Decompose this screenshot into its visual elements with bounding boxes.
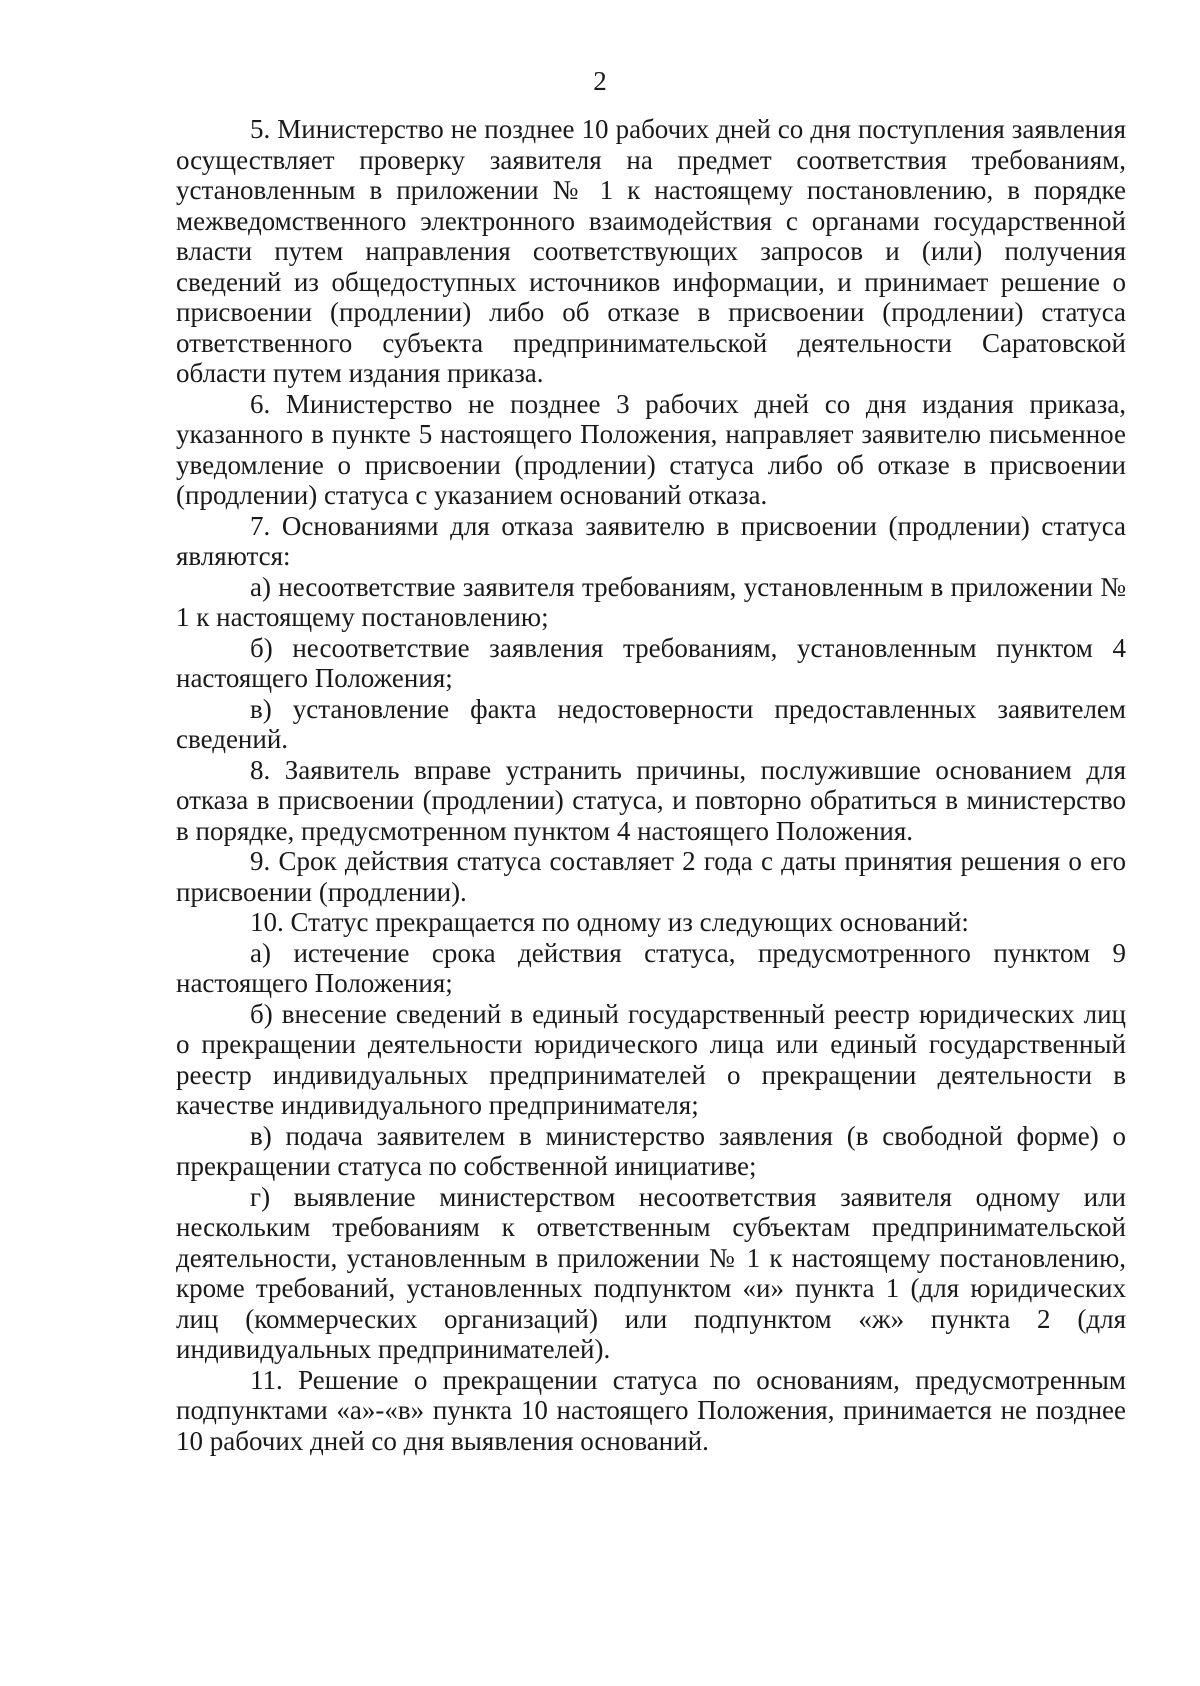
paragraph-7-v: в) установление факта недостоверности предоставленных заявителем сведений. <box>176 693 1126 754</box>
paragraph-8: 8. Заявитель вправе устранить причины, послужившие основанием для отказа в присвоении (продлении) статуса, и повторно обратиться в министерство в порядке, предусмотренном пунктом 4 настоящего Положения. <box>176 754 1126 846</box>
paragraph-9: 9. Срок действия статуса составляет 2 года с даты принятия решения о его присвоении (продлении). <box>176 846 1126 907</box>
paragraph-7: 7. Основаниями для отказа заявителю в присвоении (продлении) статуса являются: <box>176 510 1126 571</box>
paragraph-10-v: в) подача заявителем в министерство заявления (в свободной форме) о прекращении статуса по собственной инициативе; <box>176 1120 1126 1181</box>
paragraph-7-b: б) несоответствие заявления требованиям, установленным пунктом 4 настоящего Положения; <box>176 632 1126 693</box>
paragraph-10-g: г) выявление министерством несоответствия заявителя одному или нескольким требованиям к ответственным субъектам предпринимательской деятельности, установленным в приложении № 1 к настоящему постановлению, кроме требований, установленных подпунктом «и» пункта 1 (для юридических лиц (коммерческих организаций) или подпунктом «ж» пункта 2 (для индивидуальных предпринимателей). <box>176 1181 1126 1364</box>
paragraph-10: 10. Статус прекращается по одному из следующих оснований: <box>250 907 969 937</box>
paragraph-10-b: б) внесение сведений в единый государственный реестр юридических лиц о прекращении деятельности юридического лица или единый государственный реестр индивидуальных предпринимателей о прекращении деятельности в качестве индивидуального предпринимателя; <box>176 998 1126 1120</box>
paragraph-11: 11. Решение о прекращении статуса по основаниям, предусмотренным подпунктами «а»-«в» пункта 10 настоящего Положения, принимается не позднее 10 рабочих дней со дня выявления оснований. <box>176 1364 1126 1456</box>
paragraph-6: 6. Министерство не позднее 3 рабочих дней со дня издания приказа, указанного в пункте 5 настоящего Положения, направляет заявителю письменное уведомление о присвоении (продлении) статуса либо об отказе в присвоении (продлении) статуса с указанием оснований отказа. <box>176 388 1126 510</box>
document-body <box>176 114 1126 1456</box>
paragraph-10-a: а) истечение срока действия статуса, предусмотренного пунктом 9 настоящего Положения; <box>176 937 1126 998</box>
page-number: 2 <box>593 66 607 96</box>
paragraph-5: 5. Министерство не позднее 10 рабочих дней со дня поступления заявления осуществляет проверку заявителя на предмет соответствия требованиям, установленным в приложении № 1 к настоящему постановлению, в порядке межведомственного электронного взаимодействия с органами государственной власти путем направления соответствующих запросов и (или) получения сведений из общедоступных источников информации, и принимает решение о присвоении (продлении) либо об отказе в присвоении (продлении) статуса ответственного субъекта предпринимательской деятельности Саратовской области путем издания приказа. <box>176 114 1126 388</box>
paragraph-7-a: а) несоответствие заявителя требованиям, установленным в приложении № 1 к настоящему постановлению; <box>176 571 1126 632</box>
